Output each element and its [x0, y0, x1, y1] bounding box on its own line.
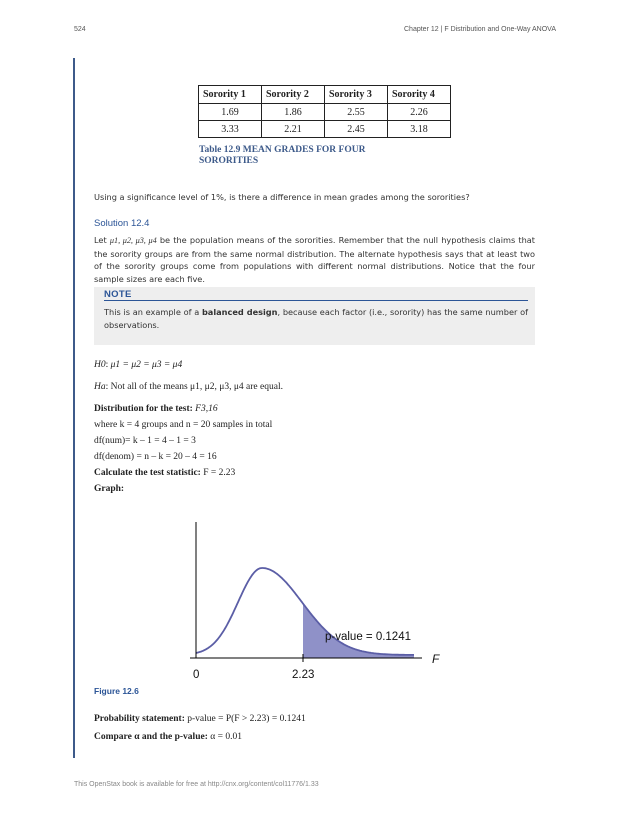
table-caption: Table 12.9 MEAN GRADES FOR FOUR SORORITIES	[199, 145, 366, 166]
where-line: where k = 4 groups and n = 20 samples in total	[94, 420, 273, 430]
f-distribution-figure	[180, 510, 450, 685]
table-cell: 1.69	[199, 104, 262, 121]
column-header: Sorority 3	[325, 86, 388, 104]
graph-label: Graph:	[94, 484, 125, 494]
probability-statement	[94, 714, 306, 724]
distribution-label: Distribution for the test:	[94, 404, 193, 414]
note-text	[104, 306, 528, 331]
table-header-row	[199, 86, 451, 104]
note-title: NOTE	[104, 289, 132, 300]
table-cell: 3.18	[388, 121, 451, 138]
test-statistic-line	[94, 468, 235, 478]
table-cell: 2.26	[388, 104, 451, 121]
solution-body	[94, 234, 535, 285]
table-cell: 2.55	[325, 104, 388, 121]
distribution-line	[94, 404, 218, 414]
table-cell: 3.33	[199, 121, 262, 138]
note-text-before: This is an example of a	[104, 307, 200, 317]
page-number: 524	[74, 26, 86, 33]
df-num-line: df(num)= k – 1 = 4 – 1 = 3	[94, 436, 196, 446]
solution-text: be the population means of the sororities. Remember that the null hypothesis claims that the sorority groups are from the same normal distribution. The alternate hypothesis says that at least two of the sorority groups come from populations with different normal distributions. Notice that the four sample sizes are each five.	[94, 235, 536, 284]
example-sidebar-rule	[73, 58, 75, 758]
h0-statement: μ1 = μ2 = μ3 = μ4	[110, 360, 183, 370]
p-value-label: p-value = 0.1241	[325, 631, 411, 643]
footer-text: This OpenStax book is available for free at http://cnx.org/content/col11776/1.33	[74, 781, 319, 788]
compare-statement	[94, 732, 242, 742]
figure-caption: Figure 12.6	[94, 686, 139, 696]
column-header: Sorority 1	[199, 86, 262, 104]
table-row	[199, 121, 451, 138]
note-bold-term: balanced design	[201, 307, 278, 317]
table-cell: 2.21	[262, 121, 325, 138]
x-tick-statistic: 2.23	[292, 669, 315, 681]
question-text: Using a significance level of 1%, is there a difference in mean grades among the sororities?	[94, 192, 470, 202]
ha-statement: Not all of the means μ1, μ2, μ3, μ4 are equal.	[110, 382, 283, 392]
table-row	[199, 104, 451, 121]
note-divider	[104, 300, 528, 301]
compare-value: α = 0.01	[210, 732, 242, 742]
column-header: Sorority 2	[262, 86, 325, 104]
h0-label: H0	[94, 360, 106, 370]
alternate-hypothesis: Ha: Not all of the means μ1, μ2, μ3, μ4 are equal.	[94, 382, 283, 392]
solution-title: Solution 12.4	[94, 218, 150, 229]
probability-value: p-value = P(F > 2.23) = 0.1241	[187, 714, 306, 724]
x-tick-zero: 0	[193, 669, 200, 681]
chapter-title: Chapter 12 | F Distribution and One-Way ANOVA	[404, 26, 556, 33]
note-text-after: , because each factor (i.e., sorority) has the same number of observations.	[104, 307, 528, 330]
statistic-label: Calculate the test statistic:	[94, 468, 201, 478]
column-header: Sorority 4	[388, 86, 451, 104]
df-denom-line: df(denom) = n – k = 20 – 4 = 16	[94, 452, 217, 462]
null-hypothesis: H0: μ1 = μ2 = μ3 = μ4	[94, 360, 183, 370]
solution-intro: Let	[94, 235, 107, 245]
table-cell: 2.45	[325, 121, 388, 138]
x-axis-label: F	[432, 652, 440, 666]
sorority-grades-table	[198, 85, 451, 138]
statistic-value: F = 2.23	[203, 468, 236, 478]
distribution-value: F3,16	[195, 404, 218, 414]
probability-label: Probability statement:	[94, 714, 185, 724]
compare-label: Compare α and the p-value:	[94, 732, 208, 742]
ha-label: Ha	[94, 382, 106, 392]
table-cell: 1.86	[262, 104, 325, 121]
population-means: μ1, μ2, μ3, μ4	[109, 236, 157, 245]
